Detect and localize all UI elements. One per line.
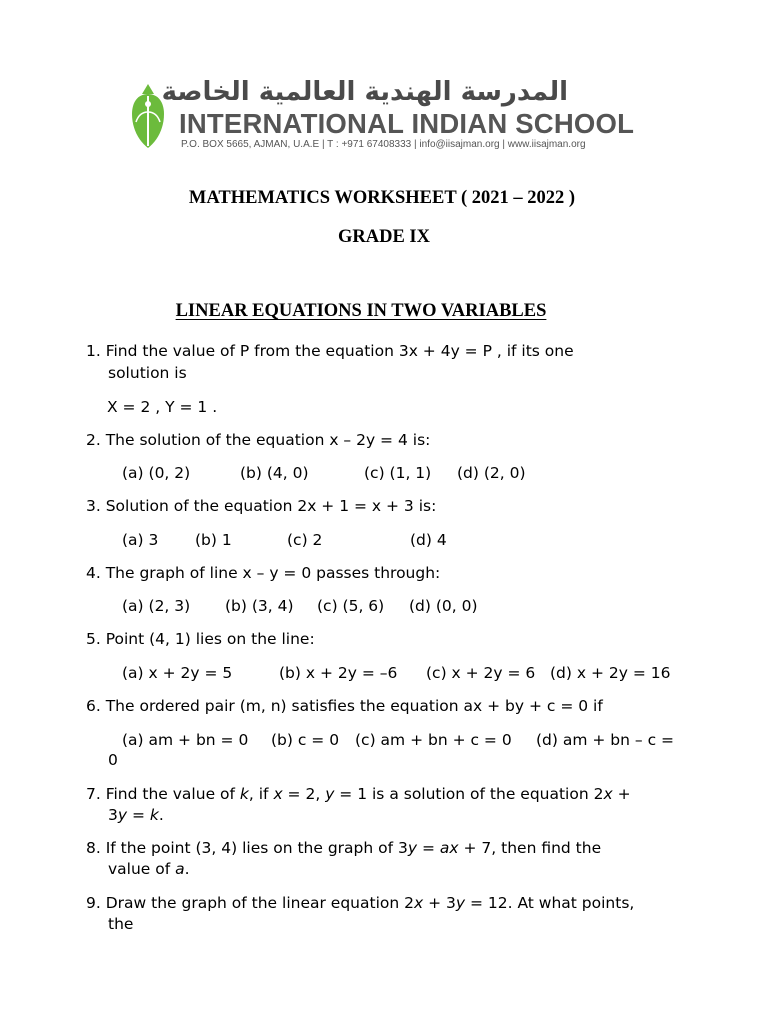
question-3-option-a: (a) 3 — [122, 531, 159, 549]
question-2-option-b: (b) (4, 0) — [240, 464, 309, 482]
question-6-option-a: (a) am + bn = 0 — [122, 731, 249, 749]
topic-title: LINEAR EQUATIONS IN TWO VARIABLES — [175, 301, 547, 321]
question-6-option-d: (d) am + bn – c = — [536, 731, 675, 749]
question-8-line-1: 8. If the point (3, 4) lies on the graph of 3y = ax + 7, then find the — [86, 839, 602, 857]
question-9-line-2: the — [108, 915, 134, 933]
question-2-option-d: (d) (2, 0) — [457, 464, 526, 482]
question-6-option-c: (c) am + bn + c = 0 — [355, 731, 512, 749]
question-8-line-2: value of a. — [108, 860, 190, 878]
question-6-text: 6. The ordered pair (m, n) satisfies the equation ax + by + c = 0 if — [86, 697, 603, 715]
question-1-line-2: solution is — [108, 364, 187, 382]
question-9-line-1: 9. Draw the graph of the linear equation 2x + 3y = 12. At what points, — [86, 894, 635, 912]
question-7-line-1: 7. Find the value of k, if x = 2, y = 1 is a solution of the equation 2x + — [86, 785, 631, 803]
question-5-option-b: (b) x + 2y = –6 — [279, 664, 398, 682]
question-4-option-b: (b) (3, 4) — [225, 597, 294, 615]
question-4-option-a: (a) (2, 3) — [122, 597, 191, 615]
worksheet-title: MATHEMATICS WORKSHEET ( 2021 – 2022 ) — [188, 188, 576, 208]
question-5-option-a: (a) x + 2y = 5 — [122, 664, 233, 682]
school-contact: P.O. BOX 5665, AJMAN, U.A.E | T : +971 67408333 | info@iisajman.org | www.iisajman.org — [181, 139, 586, 150]
question-1-line-1: 1. Find the value of P from the equation 3x + 4y = P , if its one — [86, 342, 574, 360]
question-7-line-2: 3y = k. — [108, 806, 164, 824]
question-1-line-3: X = 2 , Y = 1 . — [107, 398, 218, 416]
question-2-option-c: (c) (1, 1) — [364, 464, 432, 482]
question-3-option-b: (b) 1 — [195, 531, 232, 549]
question-2-option-a: (a) (0, 2) — [122, 464, 191, 482]
question-4-text: 4. The graph of line x – y = 0 passes through: — [86, 564, 441, 582]
school-name-arabic: المدرسة الهندية العالمية الخاصة — [161, 77, 568, 107]
question-2-text: 2. The solution of the equation x – 2y = 4 is: — [86, 431, 431, 449]
question-3-option-d: (d) 4 — [410, 531, 447, 549]
grade-title: GRADE IX — [338, 227, 430, 247]
question-5-option-c: (c) x + 2y = 6 — [426, 664, 536, 682]
question-3-option-c: (c) 2 — [287, 531, 323, 549]
question-5-option-d: (d) x + 2y = 16 — [550, 664, 671, 682]
question-3-text: 3. Solution of the equation 2x + 1 = x + 3 is: — [86, 497, 437, 515]
question-6-option-b: (b) c = 0 — [271, 731, 340, 749]
question-5-text: 5. Point (4, 1) lies on the line: — [86, 630, 315, 648]
question-4-option-c: (c) (5, 6) — [317, 597, 385, 615]
school-name: INTERNATIONAL INDIAN SCHOOL — [179, 108, 635, 139]
question-6-option-d-wrap: 0 — [108, 751, 118, 769]
question-4-option-d: (d) (0, 0) — [409, 597, 478, 615]
